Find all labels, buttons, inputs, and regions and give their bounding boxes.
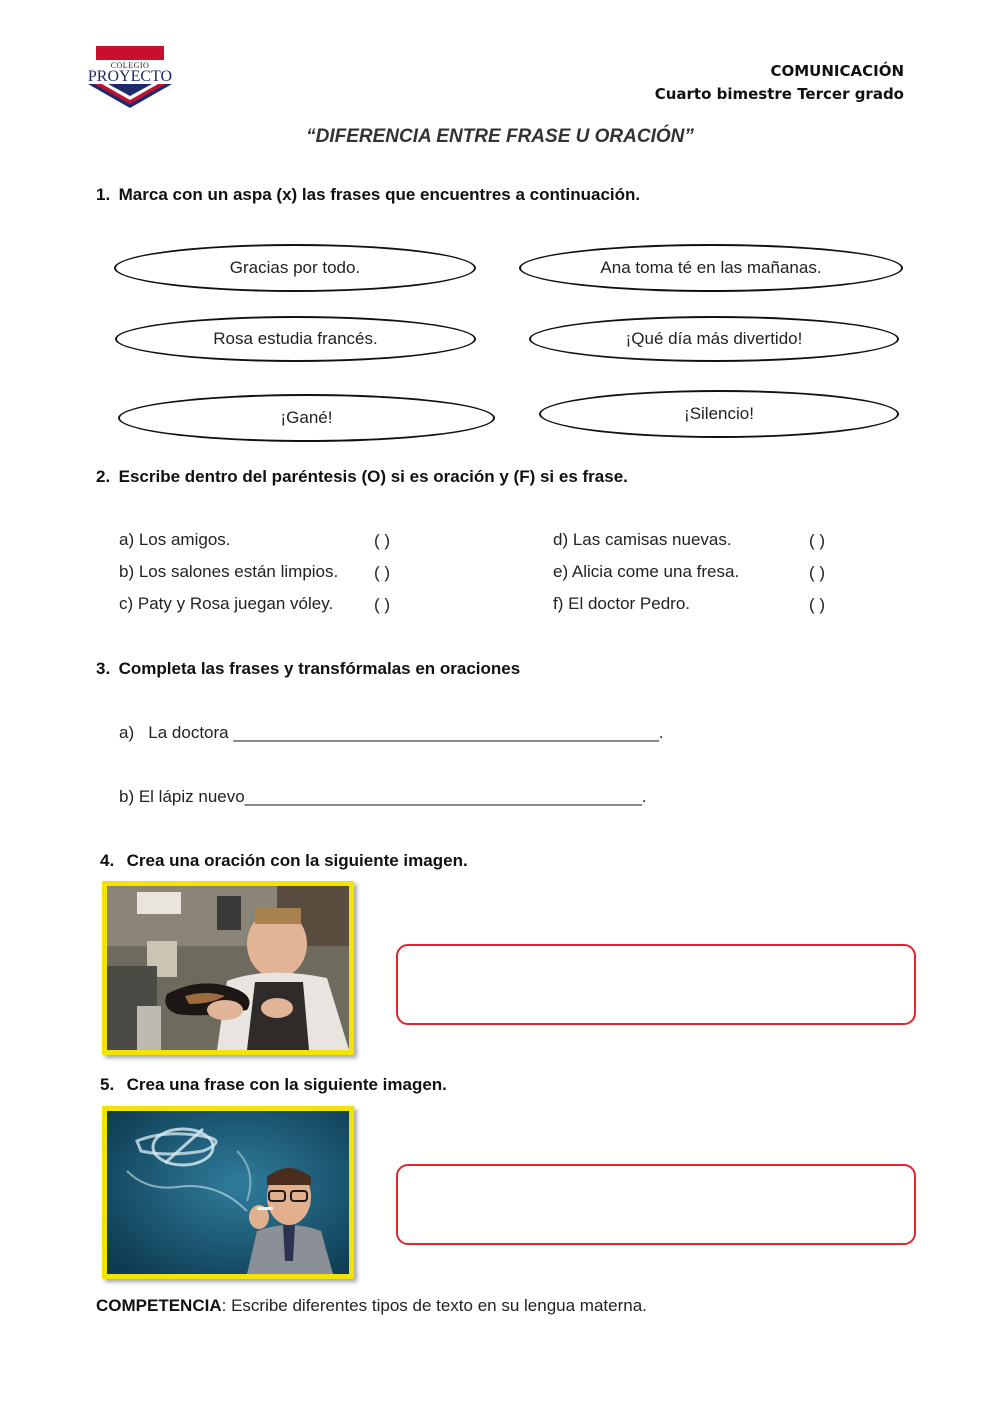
phrase-option[interactable]: ¡Gané! [118, 394, 495, 442]
phrase-option[interactable]: Ana toma té en las mañanas. [519, 244, 903, 292]
question-number: 3. [96, 659, 111, 678]
list-item: d) Las camisas nuevas. [553, 530, 732, 549]
question-number: 2. [96, 467, 111, 486]
logo-title: PROYECTO [87, 68, 173, 85]
phrase-option[interactable]: ¡Qué día más divertido! [529, 316, 899, 362]
question-text: Crea una frase con la siguiente imagen. [126, 1075, 447, 1094]
header-info [655, 60, 904, 106]
list-item: e) Alicia come una fresa. [553, 562, 740, 581]
answer-parentheses[interactable]: ( ) [809, 595, 826, 614]
smoker-image-icon [107, 1111, 349, 1274]
question-number: 1. [96, 185, 111, 204]
question-number: 4. [100, 851, 115, 870]
answer-parentheses[interactable]: ( ) [374, 531, 391, 550]
question-3-heading [96, 659, 520, 679]
question-text: Escribe dentro del paréntesis (O) si es oración y (F) si es frase. [118, 467, 628, 486]
answer-parentheses[interactable]: ( ) [809, 563, 826, 582]
fill-in-line[interactable]: a) La doctora _____________________________________________. [119, 723, 664, 742]
period-label: Cuarto bimestre Tercer grado [654, 85, 904, 103]
list-item: b) Los salones están limpios. [119, 562, 339, 581]
question-5-heading [100, 1075, 447, 1095]
list-item: a) Los amigos. [119, 530, 231, 549]
question-1-heading [96, 185, 640, 205]
competencia-label: COMPETENCIA [96, 1296, 222, 1315]
phrase-option[interactable]: ¡Silencio! [539, 390, 899, 438]
answer-box-phrase[interactable] [396, 1164, 916, 1245]
phrase-option[interactable]: Gracias por todo. [114, 244, 476, 292]
logo-subtitle: COLEGIO [110, 61, 150, 70]
question-number: 5. [100, 1075, 115, 1094]
school-logo [82, 44, 178, 110]
answer-parentheses[interactable]: ( ) [374, 563, 391, 582]
competencia-statement [96, 1296, 647, 1316]
subject-label: COMUNICACIÓN [770, 62, 904, 80]
competencia-text: : Escribe diferentes tipos de texto en su lengua materna. [221, 1296, 647, 1315]
question-4-heading [100, 851, 468, 871]
shoemaker-photo [102, 881, 354, 1055]
answer-box-sentence[interactable] [396, 944, 916, 1025]
list-item: f) El doctor Pedro. [553, 594, 691, 613]
phrase-option[interactable]: Rosa estudia francés. [115, 316, 476, 362]
fill-in-line[interactable]: b) El lápiz nuevo__________________________________________. [119, 787, 647, 806]
list-item: c) Paty y Rosa juegan vóley. [119, 594, 334, 613]
question-2-heading [96, 467, 628, 487]
question-text: Crea una oración con la siguiente imagen. [126, 851, 468, 870]
shoemaker-image-icon [107, 886, 349, 1050]
answer-parentheses[interactable]: ( ) [374, 595, 391, 614]
page-title: “DIFERENCIA ENTRE FRASE U ORACIÓN” [306, 126, 694, 147]
smoker-photo [102, 1106, 354, 1279]
question-text: Marca con un aspa (x) las frases que encuentres a continuación. [118, 185, 641, 204]
answer-parentheses[interactable]: ( ) [809, 531, 826, 550]
question-text: Completa las frases y transfórmalas en oraciones [118, 659, 521, 678]
